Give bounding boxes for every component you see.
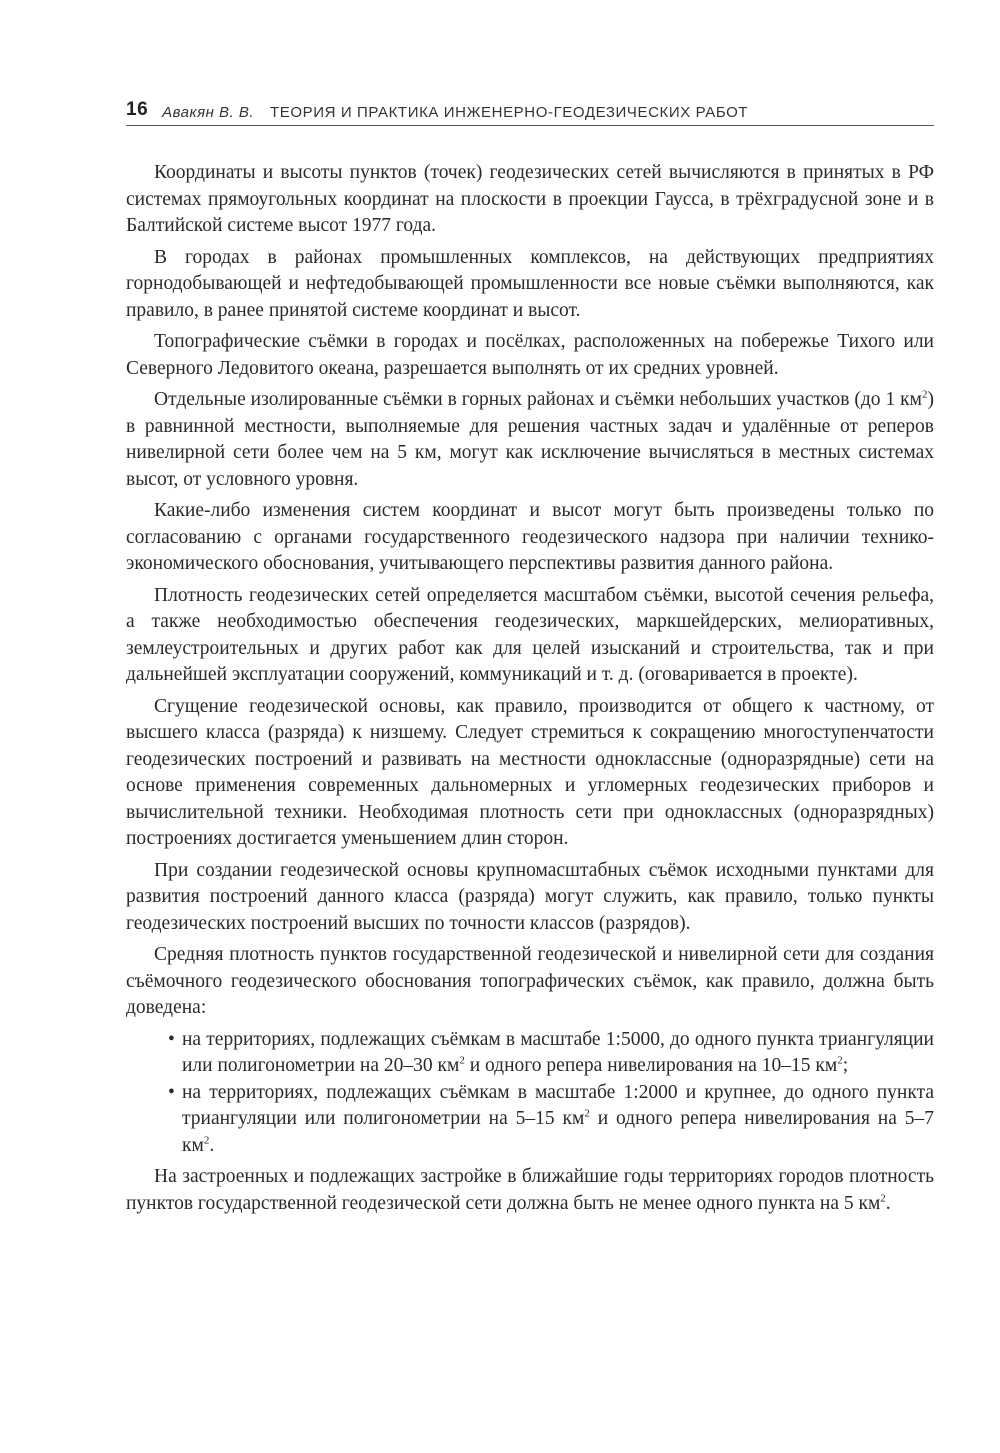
text-run: на территориях, подлежащих съёмкам в масштабе 1:2000 и крупнее, до одного пункта триангуляции или полигонометрии на 5–15 км bbox=[182, 1081, 934, 1129]
bullet-list bbox=[126, 1027, 934, 1160]
superscript: 2 bbox=[459, 1054, 465, 1067]
book-title: ТЕОРИЯ И ПРАКТИКА ИНЖЕНЕРНО-ГЕОДЕЗИЧЕСКИХ РАБОТ bbox=[270, 104, 749, 121]
paragraph: Средняя плотность пунктов государственной геодезической и нивелирной сети для создания съёмочного геодезического обоснования топографических съёмок, как правило, должна быть доведена: bbox=[126, 944, 934, 1018]
text-run: . bbox=[885, 1192, 891, 1214]
paragraph: Топографические съёмки в городах и посёлках, расположенных на побережье Тихого или Северного Ледовитого океана, разрешается выполнять от их средних уровней. bbox=[126, 331, 934, 379]
paragraph: Координаты и высоты пунктов (точек) геодезических сетей вычисляются в принятых в РФ системах прямоугольных координат на плоскости в проекции Гаусса, в трёхградусной зоне и в Балтийской системе высот 1977 года. bbox=[126, 162, 934, 236]
text-run: и одного репера нивелирования на 5–7 км bbox=[182, 1108, 934, 1156]
author-name: Авакян В. В. bbox=[162, 104, 255, 121]
text-run: ) в равнинной местности, выполняемые для решения частных задач и удалённые от реперов нивелирной сети более чем на 5 км, могут как исключение вычисляться в местных системах высот, от условного уровня. bbox=[126, 389, 934, 490]
text-run: На застроенных и подлежащих застройке в ближайшие годы территориях городов плотность пунктов государственной геодезической сети должна быть не менее одного пункта на 5 км bbox=[126, 1166, 934, 1214]
paragraph: Плотность геодезических сетей определяется масштабом съёмки, высотой сечения рельефа, а также необходимостью обеспечения геодезических, маркшейдерских, мелиоративных, землеустроительных и других работ как для целей изысканий и строительства, так и при дальнейшей эксплуатации сооружений, коммуникаций и т. д. (оговаривается в проекте). bbox=[126, 584, 934, 685]
superscript: 2 bbox=[880, 1192, 886, 1204]
superscript: 2 bbox=[837, 1054, 843, 1067]
paragraph: При создании геодезической основы крупномасштабных съёмок исходными пунктами для развития построений данного класса (разряда) могут служить, как правило, только пункты геодезических построений высших по точности классов (разрядов). bbox=[126, 859, 934, 934]
text-run: Отдельные изолированные съёмки в горных районах и съёмки небольших участков (до 1 км bbox=[154, 389, 922, 410]
page-number: 16 bbox=[126, 99, 149, 120]
list-item bbox=[168, 1027, 934, 1080]
running-header bbox=[126, 100, 934, 126]
text-run: на территориях, подлежащих съёмкам в масштабе 1:5000, до одного пункта триангуляции или полигонометрии на 20–30 км bbox=[182, 1028, 934, 1076]
list-item bbox=[168, 1080, 934, 1160]
text-run: . bbox=[209, 1134, 215, 1156]
page-body bbox=[126, 160, 934, 1222]
paragraph bbox=[126, 387, 934, 493]
superscript: 2 bbox=[584, 1107, 590, 1120]
superscript: 2 bbox=[922, 388, 928, 401]
paragraph: В городах в районах промышленных комплексов, на действующих предприятиях горнодобывающей и нефтедобывающей промышленности все новые съёмки выполняются, как правило, в ранее принятой системе координат и высот. bbox=[126, 246, 934, 321]
superscript: 2 bbox=[203, 1134, 210, 1146]
text-run: и одного репера нивелирования на 10–15 км bbox=[464, 1055, 838, 1076]
text-run: ; bbox=[842, 1055, 849, 1076]
paragraph: Сгущение геодезической основы, как правило, производится от общего к частному, от высшего класса (разряда) к низшему. Следует стремиться к сокращению многоступенчатости геодезических построений и развивать на местности одноклассные (одноразрядные) сети на основе применения современных дальномерных и угломерных геодезических приборов и вычислительной техники. Необходимая плотность сети при одноклассных (одноразрядных) построениях достигается уменьшением длин сторон. bbox=[126, 695, 934, 849]
paragraph: Какие-либо изменения систем координат и высот могут быть произведены только по согласованию с органами государственного геодезического надзора при наличии технико-экономического обоснования, учитывающего перспективы развития данного района. bbox=[126, 500, 934, 574]
paragraph bbox=[126, 1164, 934, 1217]
